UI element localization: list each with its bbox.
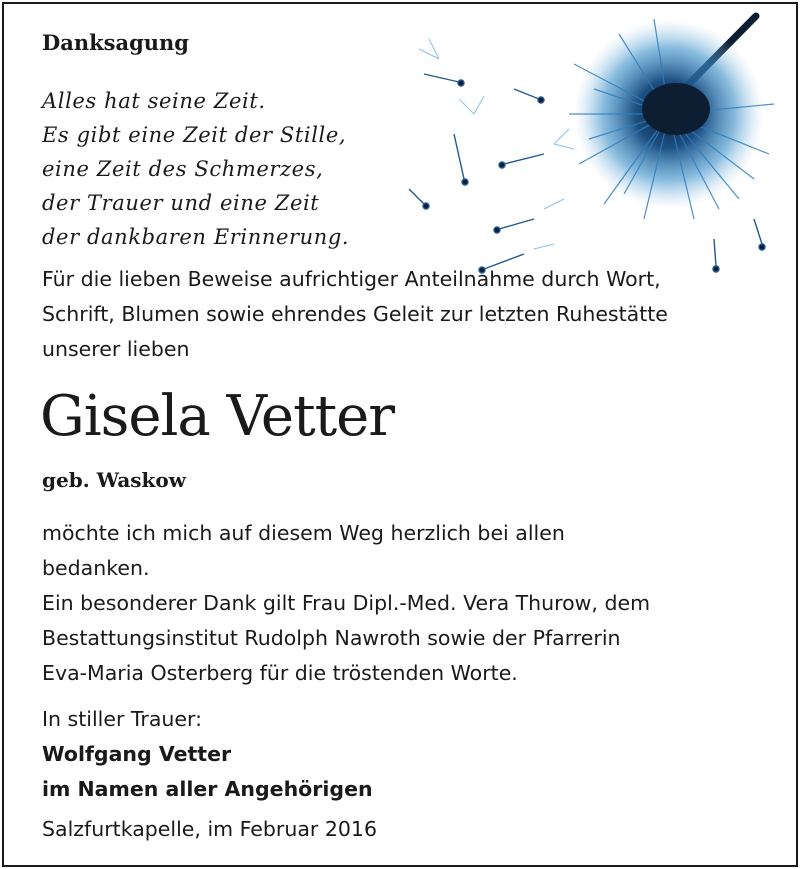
poem (42, 84, 349, 254)
place-date: Salzfurtkapelle, im Februar 2016 (42, 817, 378, 841)
thanks-paragraph (42, 516, 650, 691)
intro-line: Schrift, Blumen sowie ehrendes Geleit zur letzten Ruhestätte (42, 302, 668, 326)
deceased-name: Gisela Vetter (40, 384, 394, 449)
mourning-label: In stiller Trauer: (42, 707, 202, 731)
dandelion-icon (404, 4, 796, 284)
thanks-line: Eva-Maria Osterberg für die tröstenden Worte. (42, 661, 518, 685)
mourners-block (42, 702, 373, 807)
mourner-group: im Namen aller Angehörigen (42, 777, 373, 801)
intro-paragraph (42, 262, 668, 367)
birth-name: geb. Waskow (42, 468, 186, 492)
intro-line: Für die lieben Beweise aufrichtiger Anteilnahme durch Wort, (42, 267, 661, 291)
notice-heading: Danksagung (42, 30, 189, 55)
poem-line: Es gibt eine Zeit der Stille, (42, 123, 347, 147)
intro-line: unserer lieben (42, 337, 190, 361)
poem-line: eine Zeit des Schmerzes, (42, 157, 324, 181)
poem-line: Alles hat seine Zeit. (42, 89, 266, 113)
thanks-line: bedanken. (42, 556, 150, 580)
poem-line: der Trauer und eine Zeit (42, 191, 320, 215)
thanks-line: möchte ich mich auf diesem Weg herzlich bei allen (42, 521, 565, 545)
obituary-notice (2, 2, 798, 867)
thanks-line: Bestattungsinstitut Rudolph Nawroth sowie der Pfarrerin (42, 626, 621, 650)
thanks-line: Ein besonderer Dank gilt Frau Dipl.-Med. Vera Thurow, dem (42, 591, 651, 615)
mourner-name: Wolfgang Vetter (42, 742, 232, 766)
poem-line: der dankbaren Erinnerung. (42, 225, 350, 249)
